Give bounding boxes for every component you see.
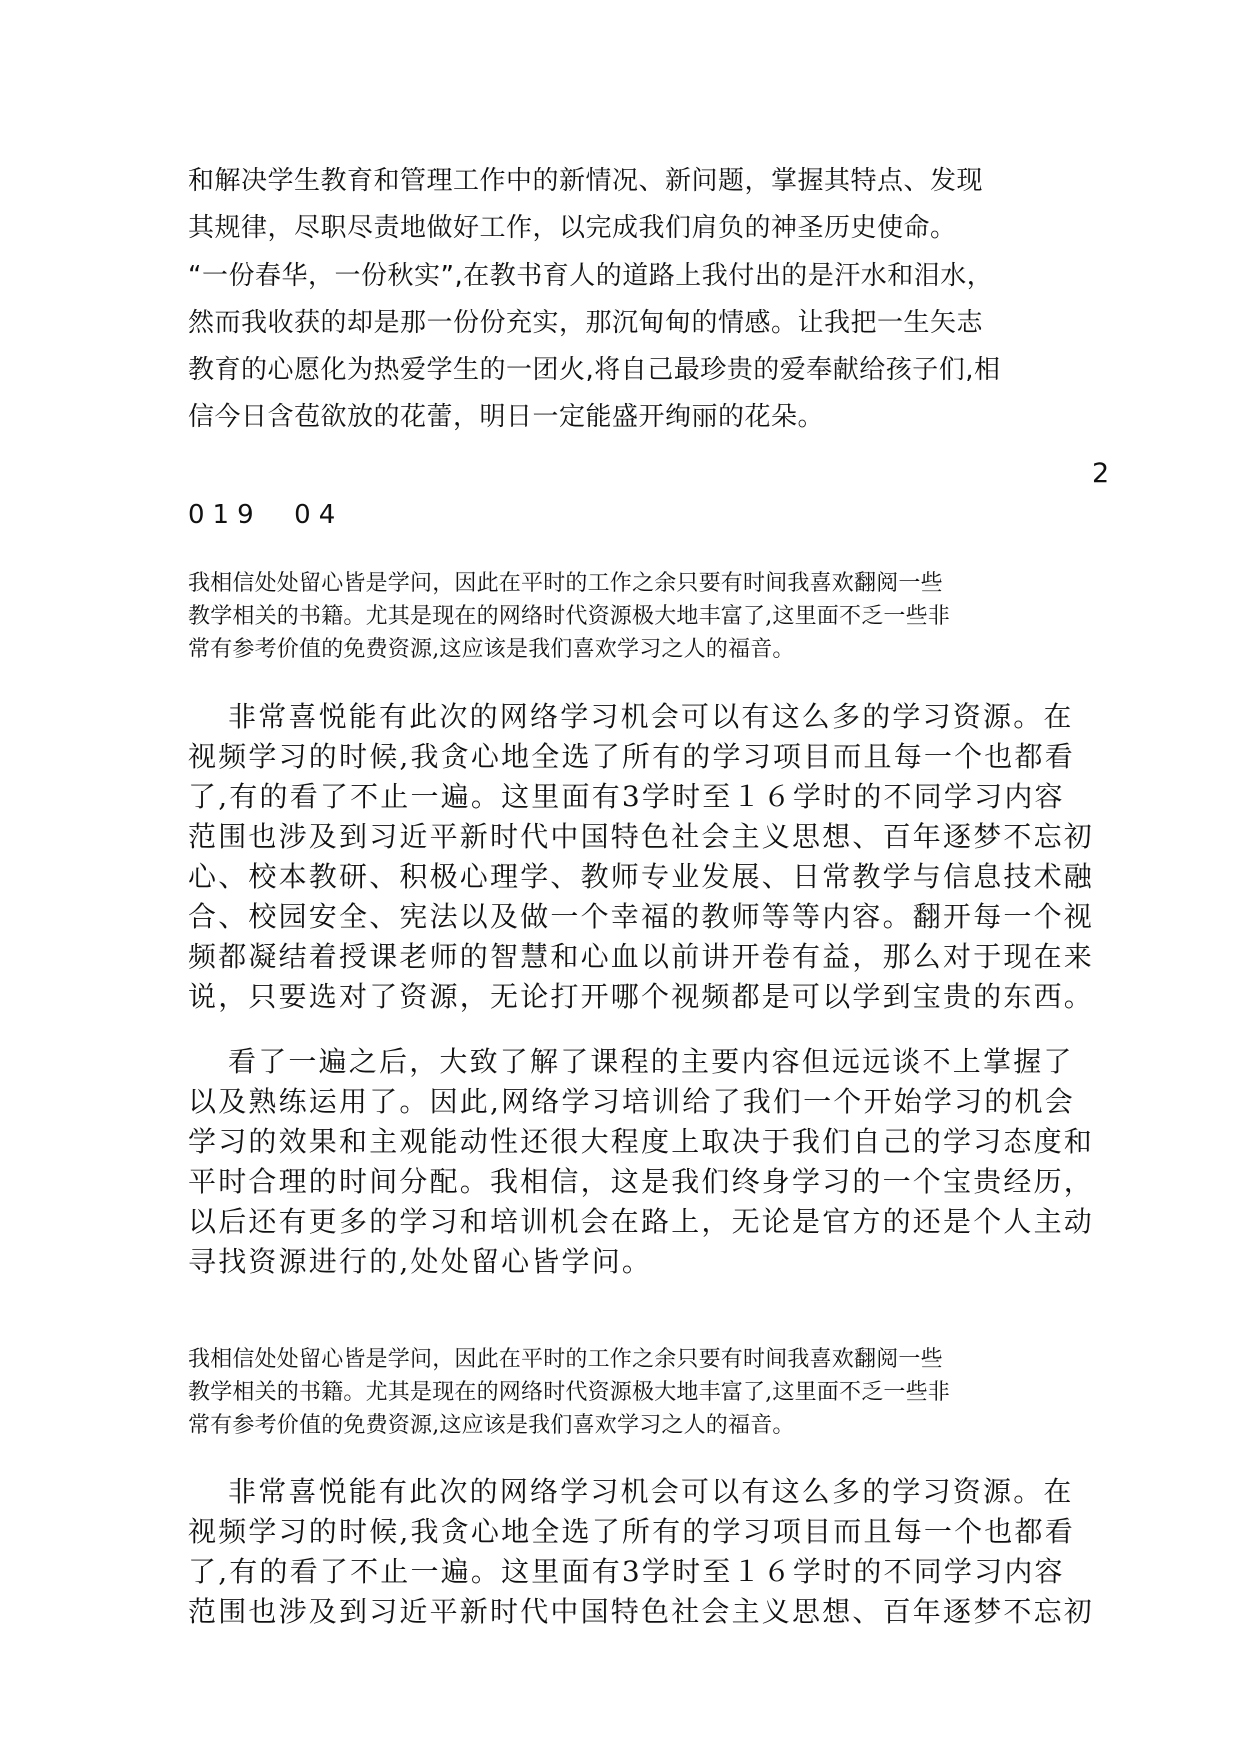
text-line: 了,有的看了不止一遍。这里面有3学时至１６学时的不同学习内容 [188, 1555, 1065, 1588]
text-line: 范围也涉及到习近平新时代中国特色社会主义思想、百年逐梦不忘初 [188, 820, 1095, 853]
text-line: 我相信处处留心皆是学问，因此在平时的工作之余只要有时间我喜欢翻阅一些 [188, 1347, 943, 1372]
text-line: 心、校本教研、积极心理学、教师专业发展、日常教学与信息技术融 [188, 860, 1095, 893]
text-line: 教育的心愿化为热爱学生的一团火,将自己最珍贵的爱奉献给孩子们,相 [188, 355, 1001, 385]
text-line: 教学相关的书籍。尤其是现在的网络时代资源极大地丰富了,这里面不乏一些非 [188, 1380, 950, 1405]
text-line: 信今日含苞欲放的花蕾，明日一定能盛开绚丽的花朵。 [188, 402, 825, 432]
text-line: 学习的效果和主观能动性还很大程度上取决于我们自己的学习态度和 [188, 1125, 1095, 1158]
date-line: 019 04 [188, 500, 344, 530]
text-line: 和解决学生教育和管理工作中的新情况、新问题，掌握其特点、发现 [188, 166, 984, 196]
text-line: 视频学习的时候,我贪心地全选了所有的学习项目而且每一个也都看 [188, 740, 1075, 773]
page-number: 2 [1092, 458, 1110, 489]
text-line: 寻找资源进行的,处处留心皆学问。 [188, 1245, 653, 1278]
text-line: 然而我收获的却是那一份份充实，那沉甸甸的情感。让我把一生矢志 [188, 308, 984, 338]
text-line: 合、校园安全、宪法以及做一个幸福的教师等等内容。翻开每一个视 [188, 900, 1095, 933]
text-line: 说，只要选对了资源，无论打开哪个视频都是可以学到宝贵的东西。 [188, 980, 1095, 1013]
text-line: 以后还有更多的学习和培训机会在路上，无论是官方的还是个人主动 [188, 1205, 1095, 1238]
text-line: 范围也涉及到习近平新时代中国特色社会主义思想、百年逐梦不忘初 [188, 1595, 1095, 1628]
text-line: 我相信处处留心皆是学问，因此在平时的工作之余只要有时间我喜欢翻阅一些 [188, 571, 943, 596]
text-line: 频都凝结着授课老师的智慧和心血以前讲开卷有益，那么对于现在来 [188, 940, 1095, 973]
text-line: 教学相关的书籍。尤其是现在的网络时代资源极大地丰富了,这里面不乏一些非 [188, 604, 950, 629]
text-line: 常有参考价值的免费资源,这应该是我们喜欢学习之人的福音。 [188, 1413, 795, 1438]
text-line: 了,有的看了不止一遍。这里面有3学时至１６学时的不同学习内容 [188, 780, 1065, 813]
text-line: 常有参考价值的免费资源,这应该是我们喜欢学习之人的福音。 [188, 637, 795, 662]
text-line: 其规律，尽职尽责地做好工作，以完成我们肩负的神圣历史使命。 [188, 213, 957, 243]
text-line: 视频学习的时候,我贪心地全选了所有的学习项目而且每一个也都看 [188, 1515, 1075, 1548]
text-line: 非常喜悦能有此次的网络学习机会可以有这么多的学习资源。在 [228, 700, 1074, 733]
text-line: 非常喜悦能有此次的网络学习机会可以有这么多的学习资源。在 [228, 1475, 1074, 1508]
text-line: 看了一遍之后，大致了解了课程的主要内容但远远谈不上掌握了 [228, 1045, 1074, 1078]
text-line: 平时合理的时间分配。我相信，这是我们终身学习的一个宝贵经历， [188, 1165, 1095, 1198]
text-line: 以及熟练运用了。因此,网络学习培训给了我们一个开始学习的机会 [188, 1085, 1075, 1118]
text-line: “一份春华，一份秋实”,在教书育人的道路上我付出的是汗水和泪水， [188, 261, 994, 291]
